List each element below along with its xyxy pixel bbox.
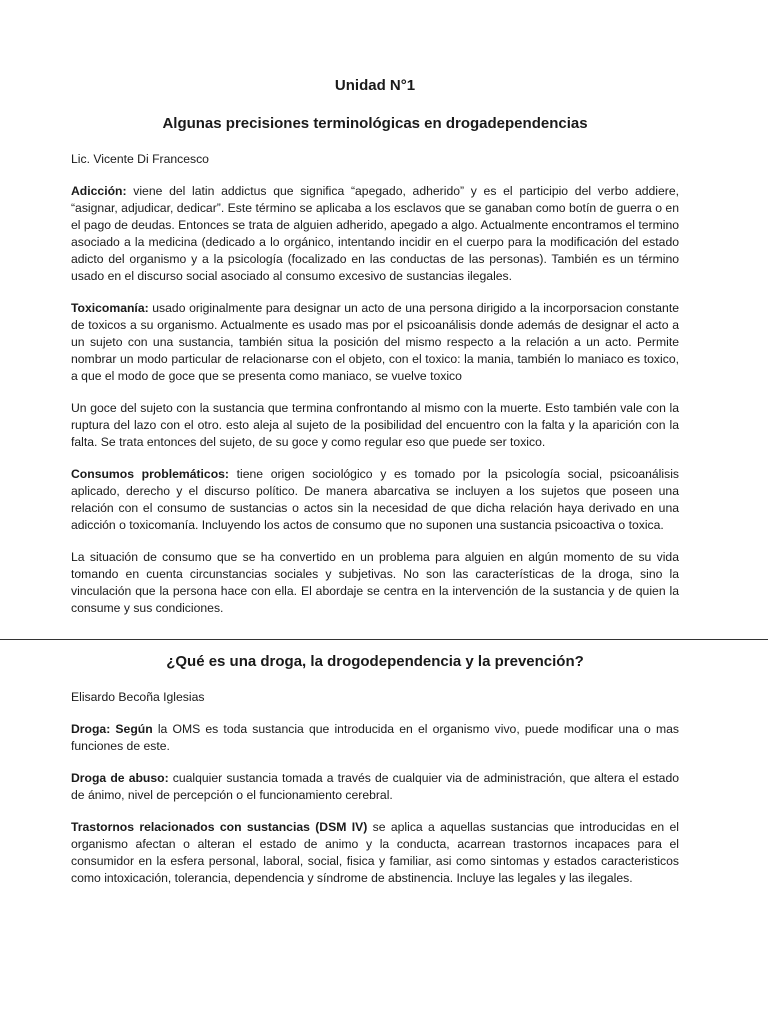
paragraph-text: Un goce del sujeto con la sustancia que termina confrontando al mismo con la muerte. Esto también vale con la ruptura del lazo con el otro. esto aleja al sujeto de la posibilidad del encuentro con la falta y la aparición con la falta. Se trata entonces del sujeto, de su goce y como regular eso que puede ser toxico. (71, 401, 679, 449)
paragraph-text: se aplica a aquellas sustancias que introducidas en el organismo afectan o alteran el estado de animo y la conducta, acarrean trastornos incapaces para el consumidor en la esfera personal, laboral, social, fisica y familiar, asi como sintomas y estados caracteristicos como intoxicación, tolerancia, dependencia y síndrome de abstinencia. Incluye las legales y las ilegales. (71, 820, 679, 885)
section-title: ¿Qué es una droga, la drogodependencia y la prevención? (166, 653, 584, 670)
paragraph-text: la OMS es toda sustancia que introducida en el organismo vivo, puede modificar una o mas funciones de este. (71, 722, 679, 753)
paragraph-toxicomania (71, 300, 679, 385)
paragraph-text: viene del latin addictus que significa “apegado, adherido” y es el participio del verbo addiere, “asignar, adjudicar, dedicar”. Este término se aplicaba a los esclavos que se ganaban como botín de guerra o en el pago de deudas. Entonces se trata de alguien adherido, apegado a algo. Actualmente encontramos el termino asociado a la medicina (dedicado a lo orgánico, intentando incidir en el cuerpo para la modificación del estado adicto del organismo y a la psicología (focalizado en las conductas de las personas). También es un término usado en el discurso social asociado al consumo excesivo de sustancias ilegales. (71, 184, 679, 283)
paragraph-text: cualquier sustancia tomada a través de cualquier via de administración, que altera el estado de ánimo, nivel de percepción o el funcionamiento cerebral. (71, 771, 679, 802)
paragraph-situacion-consumo (71, 549, 679, 617)
term-label: Trastornos relacionados con sustancias (DSM IV) (71, 820, 368, 834)
section-divider (0, 639, 768, 640)
paragraph-goce (71, 400, 679, 451)
paragraph-consumos-problematicos (71, 466, 679, 534)
term-label: Adicción: (71, 184, 127, 198)
section-terminology (71, 76, 679, 617)
paragraph-droga (71, 721, 679, 755)
paragraph-text: La situación de consumo que se ha convertido en un problema para alguien en algún momento de su vida tomando en cuenta circunstancias sociales y subjetivas. No son las características de la droga, sino la vinculación que la persona hace con ella. El abordaje se centra en la intervención de la sustancia y de quien la consume y sus condiciones. (71, 550, 679, 615)
unit-heading: Unidad N°1 (334, 77, 416, 94)
paragraph-text: usado originalmente para designar un acto de una persona dirigido a la incorporsacion constante de toxicos a su organismo. Actualmente es usado mas por el psicoanálisis donde además de designar el acto a un sujeto con una sustancia, también situa la posición del mismo respecto a la relación a un acto. Permite nombrar un modo particular de relacionarse con el objeto, con el toxico: la mania, también lo maniaco es toxico, a que el modo de goce que se presenta como maniaco, se vuelve toxico (71, 301, 679, 383)
section-title: Algunas precisiones terminológicas en drogadependencias (162, 115, 588, 132)
paragraph-text: tiene origen sociológico y es tomado por la psicología social, psicoanálisis aplicado, derecho y el discurso político. De manera abarcativa se incluyen a los sujetos que poseen una relación con el consumo de sustancias o actos sin la necesidad de que dicha relación haya derivado en una adicción o toxicomanía. Incluyendo los actos de consumo que no suponen una sustancia psicoactiva o toxica. (71, 467, 679, 532)
paragraph-trastornos (71, 819, 679, 887)
term-label: Consumos problemáticos: (71, 467, 229, 481)
term-label: Droga: Según (71, 722, 153, 736)
author-name: Lic. Vicente Di Francesco (71, 152, 209, 166)
term-label: Droga de abuso: (71, 771, 169, 785)
author-name: Elisardo Becoña Iglesias (71, 690, 205, 704)
term-label: Toxicomanía: (71, 301, 149, 315)
paragraph-adiccion (71, 183, 679, 285)
paragraph-droga-de-abuso (71, 770, 679, 804)
section-droga (71, 652, 679, 887)
